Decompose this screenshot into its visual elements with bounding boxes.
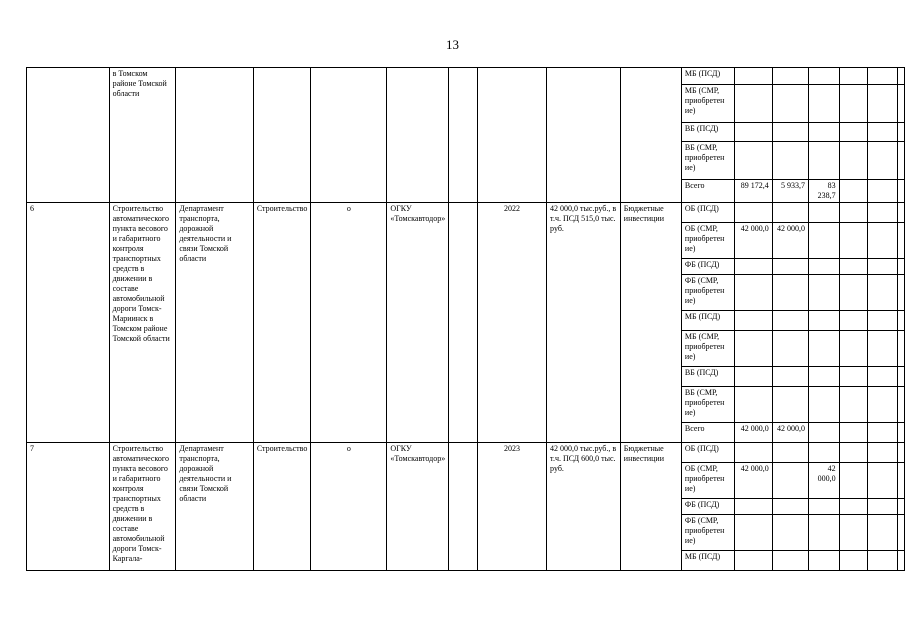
- gap-cell: [449, 443, 478, 571]
- value-cell: [772, 443, 808, 463]
- value-cell: [868, 311, 898, 331]
- object-name: Строительство автоматического пункта весового и габаритного контроля транспортных средств в движении в составе автомобильной дороги Томск-Каргала-: [109, 443, 176, 571]
- funding-source: ВБ (ПСД): [681, 367, 735, 387]
- value-cell: [735, 142, 772, 180]
- value-cell: [839, 123, 868, 142]
- year-cell: [477, 68, 546, 203]
- funding-form: Бюджетные инвестиции: [620, 443, 681, 571]
- value-cell: [868, 443, 898, 463]
- value-cell: [809, 85, 840, 123]
- value-cell: [868, 331, 898, 367]
- value-cell: [809, 367, 840, 387]
- funding-source: МБ (СМР, приобретен ие): [681, 331, 735, 367]
- row-number: [27, 68, 110, 203]
- funding-source: ФБ (СМР, приобретен ие): [681, 275, 735, 311]
- value-cell: 42 000,0: [772, 423, 808, 443]
- value-cell: [839, 551, 868, 571]
- value-cell: [868, 203, 898, 223]
- value-cell: [839, 367, 868, 387]
- value-cell: [809, 123, 840, 142]
- value-cell: [772, 259, 808, 275]
- funding-source: ОБ (СМР, приобретен ие): [681, 223, 735, 259]
- value-cell: [898, 203, 905, 223]
- value-cell: [868, 259, 898, 275]
- funding-source: Всего: [681, 180, 735, 203]
- funding-source: ОБ (ПСД): [681, 203, 735, 223]
- value-cell: [809, 259, 840, 275]
- value-cell: [735, 123, 772, 142]
- value-cell: [868, 463, 898, 499]
- value-cell: [772, 499, 808, 515]
- gap-cell: [449, 68, 478, 203]
- value-cell: [839, 443, 868, 463]
- value-cell: [809, 499, 840, 515]
- value-cell: [735, 85, 772, 123]
- work-type: Строительство: [253, 443, 311, 571]
- year-cell: 2023: [477, 443, 546, 571]
- value-cell: [809, 515, 840, 551]
- value-cell: 83 238,7: [809, 180, 840, 203]
- value-cell: [868, 275, 898, 311]
- value-cell: [735, 311, 772, 331]
- value-cell: [772, 275, 808, 311]
- value-cell: [898, 331, 905, 367]
- value-cell: 42 000,0: [809, 463, 840, 499]
- value-cell: [839, 387, 868, 423]
- funding-source: ОБ (СМР, приобретен ие): [681, 463, 735, 499]
- value-cell: [898, 423, 905, 443]
- value-cell: [898, 85, 905, 123]
- capacity: 42 000,0 тыс.руб., в т.ч. ПСД 515,0 тыс. руб.: [547, 203, 621, 443]
- department: [176, 68, 253, 203]
- funding-form: [620, 68, 681, 203]
- value-cell: [809, 142, 840, 180]
- customer: [387, 68, 449, 203]
- row-number: 7: [27, 443, 110, 571]
- value-cell: [839, 499, 868, 515]
- value-cell: [839, 331, 868, 367]
- value-cell: [772, 68, 808, 85]
- value-cell: [735, 331, 772, 367]
- funding-source: ФБ (СМР, приобретен ие): [681, 515, 735, 551]
- value-cell: [898, 443, 905, 463]
- capacity: [547, 68, 621, 203]
- value-cell: [735, 551, 772, 571]
- funding-source: Всего: [681, 423, 735, 443]
- funding-source: ВБ (СМР, приобретен ие): [681, 142, 735, 180]
- value-cell: [898, 223, 905, 259]
- value-cell: [839, 463, 868, 499]
- value-cell: [735, 499, 772, 515]
- value-cell: [772, 123, 808, 142]
- value-cell: [772, 551, 808, 571]
- value-cell: [868, 142, 898, 180]
- value-cell: [839, 180, 868, 203]
- value-cell: [772, 331, 808, 367]
- department: Департамент транспорта, дорожной деятельности и связи Томской области: [176, 203, 253, 443]
- value-cell: [868, 367, 898, 387]
- value-cell: [898, 463, 905, 499]
- value-cell: [898, 259, 905, 275]
- value-cell: [839, 85, 868, 123]
- value-cell: [868, 387, 898, 423]
- year-cell: 2022: [477, 203, 546, 443]
- value-cell: [772, 387, 808, 423]
- value-cell: [809, 443, 840, 463]
- value-cell: [735, 443, 772, 463]
- object-name: Строительство автоматического пункта весового и габаритного контроля транспортных средств в движении в составе автомобильной дороги Томск-Мариинск в Томском районе Томской области: [109, 203, 176, 443]
- value-cell: [868, 123, 898, 142]
- funding-source: ВБ (СМР, приобретен ие): [681, 387, 735, 423]
- value-cell: [868, 499, 898, 515]
- value-cell: [772, 515, 808, 551]
- value-cell: [898, 123, 905, 142]
- flag-cell: о: [311, 203, 387, 443]
- value-cell: 42 000,0: [772, 223, 808, 259]
- value-cell: [839, 275, 868, 311]
- value-cell: [809, 203, 840, 223]
- funding-source: ВБ (ПСД): [681, 123, 735, 142]
- gap-cell: [449, 203, 478, 443]
- value-cell: [839, 423, 868, 443]
- value-cell: [868, 551, 898, 571]
- value-cell: [735, 68, 772, 85]
- value-cell: [735, 275, 772, 311]
- funding-source: МБ (ПСД): [681, 551, 735, 571]
- funding-source: ФБ (ПСД): [681, 259, 735, 275]
- value-cell: [809, 223, 840, 259]
- value-cell: [735, 515, 772, 551]
- value-cell: [839, 223, 868, 259]
- flag-cell: о: [311, 443, 387, 571]
- value-cell: [868, 515, 898, 551]
- value-cell: [898, 515, 905, 551]
- value-cell: [735, 367, 772, 387]
- row-number: 6: [27, 203, 110, 443]
- value-cell: [898, 499, 905, 515]
- value-cell: [809, 331, 840, 367]
- value-cell: [898, 180, 905, 203]
- value-cell: [839, 515, 868, 551]
- table-row: [26, 443, 905, 463]
- value-cell: [772, 463, 808, 499]
- value-cell: [809, 275, 840, 311]
- value-cell: [809, 423, 840, 443]
- customer: ОГКУ «Томскавтодор»: [387, 203, 449, 443]
- value-cell: 5 933,7: [772, 180, 808, 203]
- value-cell: [772, 85, 808, 123]
- value-cell: [809, 68, 840, 85]
- value-cell: [772, 142, 808, 180]
- value-cell: [839, 203, 868, 223]
- funding-source: ФБ (ПСД): [681, 499, 735, 515]
- value-cell: [898, 68, 905, 85]
- value-cell: [898, 387, 905, 423]
- value-cell: [735, 259, 772, 275]
- funding-source: МБ (СМР, приобретен ие): [681, 85, 735, 123]
- value-cell: [735, 387, 772, 423]
- value-cell: [735, 203, 772, 223]
- value-cell: [868, 68, 898, 85]
- funding-source: ОБ (ПСД): [681, 443, 735, 463]
- value-cell: [839, 142, 868, 180]
- object-name: в Томском районе Томской области: [109, 68, 176, 203]
- value-cell: [839, 68, 868, 85]
- value-cell: [809, 387, 840, 423]
- capacity: 42 000,0 тыс.руб., в т.ч. ПСД 600,0 тыс. руб.: [547, 443, 621, 571]
- value-cell: 42 000,0: [735, 463, 772, 499]
- work-type: Строительство: [253, 203, 311, 443]
- value-cell: 42 000,0: [735, 423, 772, 443]
- value-cell: [772, 203, 808, 223]
- value-cell: [839, 311, 868, 331]
- value-cell: [868, 85, 898, 123]
- value-cell: [868, 180, 898, 203]
- investment-table: [26, 67, 905, 571]
- customer: ОГКУ «Томскавтодор»: [387, 443, 449, 571]
- value-cell: [898, 142, 905, 180]
- value-cell: [868, 423, 898, 443]
- value-cell: [898, 551, 905, 571]
- funding-source: МБ (ПСД): [681, 68, 735, 85]
- flag-cell: [311, 68, 387, 203]
- funding-form: Бюджетные инвестиции: [620, 203, 681, 443]
- value-cell: [898, 275, 905, 311]
- value-cell: [809, 311, 840, 331]
- value-cell: [772, 311, 808, 331]
- work-type: [253, 68, 311, 203]
- funding-source: МБ (ПСД): [681, 311, 735, 331]
- value-cell: [839, 259, 868, 275]
- value-cell: [868, 223, 898, 259]
- value-cell: 42 000,0: [735, 223, 772, 259]
- value-cell: [809, 551, 840, 571]
- value-cell: [898, 367, 905, 387]
- table-row: [26, 68, 905, 85]
- value-cell: 89 172,4: [735, 180, 772, 203]
- page-number: 13: [446, 37, 459, 52]
- value-cell: [898, 311, 905, 331]
- value-cell: [772, 367, 808, 387]
- table-row: [26, 203, 905, 223]
- department: Департамент транспорта, дорожной деятельности и связи Томской области: [176, 443, 253, 571]
